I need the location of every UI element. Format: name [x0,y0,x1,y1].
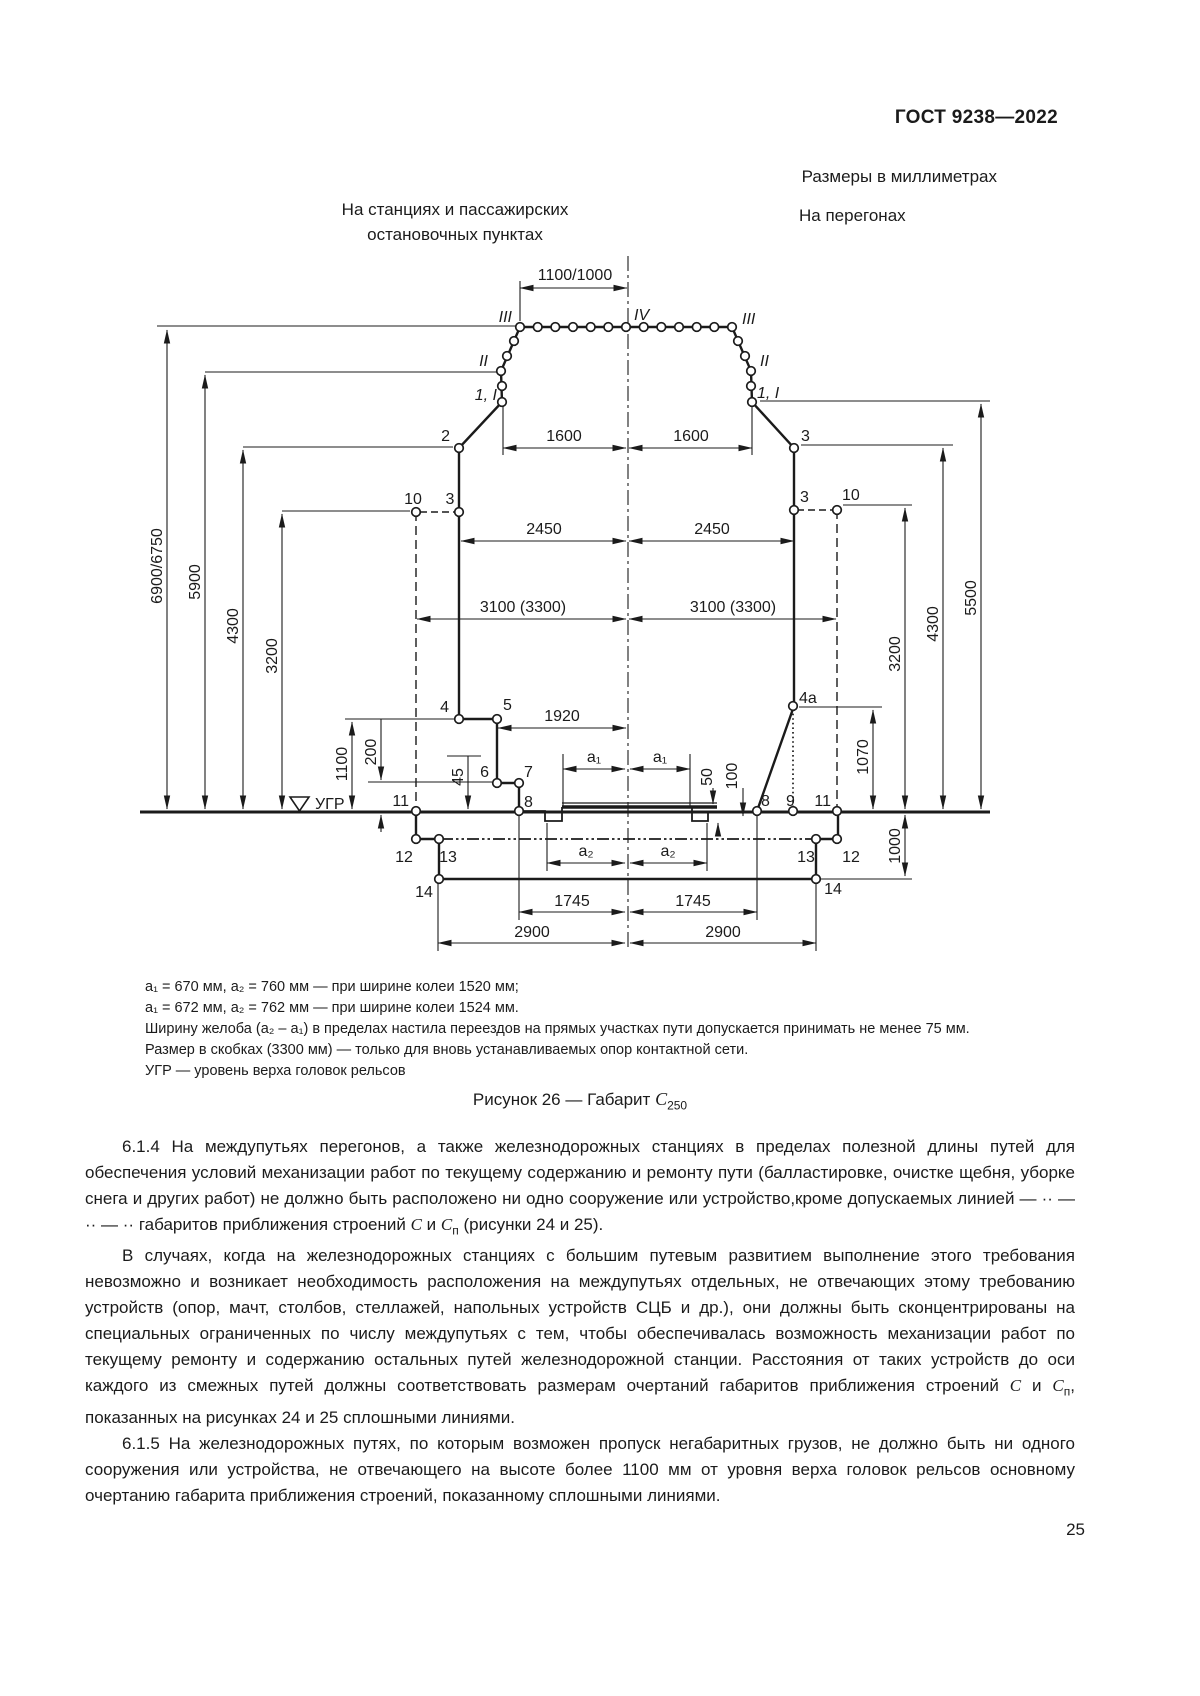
point-label: III [498,309,512,326]
figure-caption-subscript: 250 [667,1098,688,1113]
dashed-outline-lines [416,510,837,839]
rail-level-marker [290,797,309,811]
footnote-line: УГР — уровень верха головок рельсов [145,1063,406,1079]
vertex-circles [412,323,842,884]
point-label: 12 [842,849,860,866]
page-number: 25 [1066,1520,1085,1539]
point-label: 2 [441,428,450,445]
dim-label: 1745 [675,893,711,910]
point-label: 13 [797,849,815,866]
point-label: 4 [440,699,449,716]
point-label: III [742,311,756,328]
dim-label: 1100 [334,746,351,782]
point-label: 9 [786,793,795,810]
ugr-label: УГР [315,796,345,813]
dim-label: 3200 [264,638,281,674]
point-label: 6 [480,764,489,781]
dim-label: 50 [699,768,716,786]
dim-label: 2450 [526,521,562,538]
document-header: ГОСТ 9238—2022 [894,107,1058,128]
dim-label: 6900/6750 [149,528,166,604]
point-label: II [479,353,488,370]
point-label: 3 [800,489,809,506]
dim-label: 1000 [887,828,904,864]
point-label: 13 [439,849,457,866]
dim-label: a₁ [586,749,602,766]
paragraph-6-1-4: 6.1.4 На междупутьях перегонов, а также железнодорожных станциях в пределах полезной длины путей для обеспечения условий механизации работ по текущему содержанию и ремонту пути (балластировке, очистке щебня, уборке снега и других работ) не должно быть расположено ни одно сооружение или устройство,кроме допускаемых линией — ·· — ·· — ·· габаритов приближения строений C и $C_п$ (рисунки 24 и 25). [85,1137,1075,1238]
dim-label: 4300 [225,608,242,644]
dim-label: 45 [450,768,467,786]
dimension-lines [167,288,981,943]
figure-caption-text: Рисунок 26 — Габарит [472,1090,656,1109]
dim-label: 2900 [514,924,550,941]
point-label: 1, I [474,387,497,404]
figure-caption [85,1089,1075,1112]
figure-footnotes [145,977,1135,1082]
paragraph-6-1-5: 6.1.5 На железнодорожных путях, по которым возможен пропуск негабаритных грузов, не должно быть ни одного сооружения или устройства, не отвечающего на высоте более 1100 мм от уровня верха головок рельсов основному очертанию габарита приближения строений, показанному сплошными линиями. [85,1433,1075,1505]
dim-label: 5900 [187,564,204,600]
figure-caption-symbol: C [655,1089,668,1109]
point-label: 8 [761,793,770,810]
dim-label: 4300 [925,606,942,642]
dim-label: a₁ [652,749,668,766]
dim-label: 1920 [544,708,580,725]
footnote-line: a₁ = 670 мм, a₂ = 760 мм — при ширине колеи 1520 мм; [145,979,519,995]
dim-label: 1600 [546,428,582,445]
dim-label: 3100 (3300) [479,599,567,616]
point-label: II [760,353,769,370]
footnote-line: Размер в скобках (3300 мм) — только для вновь устанавливаемых опор контактной сети. [145,1042,749,1058]
dim-label: 2900 [705,924,741,941]
dim-label: 1745 [554,893,590,910]
paragraph-6-1-4-continued: В случаях, когда на железнодорожных станциях с большим путевым развитием выполнение этого требования невозможно и возникает необходимость расположения на междупутьях отдельных, не отвечающих этому требованию устройств (опор, мачт, столбов, стеллажей, напольных устройств СЦБ и др.), они должны быть сконцентрированы на специальных ограниченных по числу междупутьях с тем, чтобы обеспечивалась возможность механизации работ по текущему ремонту и содержанию остальных путей железнодорожной станции. Расстояния от таких устройств до оси каждого из смежных путей должны соответствовать размерам очертаний габаритов приближения строений C и $C_п$, показанных на рисунках 24 и 25 сплошными линиями. [85,1246,1075,1427]
column-label-open-line: На перегонах [799,206,906,225]
diagram-labels [149,267,980,941]
footnote-line: Ширину желоба (a₂ – a₁) в пределах настила переездов на прямых участках пути допускается принимать не менее 75 мм. [145,1021,970,1037]
units-note: Размеры в миллиметрах [801,167,997,186]
dim-label: 3200 [887,636,904,672]
point-label: 5 [503,697,512,714]
dim-label: a₂ [578,843,594,860]
dim-label: 100 [724,762,741,790]
point-label: 4a [799,690,817,707]
point-label: IV [634,307,650,324]
dim-label: 1600 [673,428,709,445]
point-label: 3 [801,428,810,445]
point-label: 1, I [757,385,780,402]
point-label: 10 [842,487,860,504]
point-label: 14 [824,881,842,898]
dim-label: 1070 [855,739,872,775]
dim-label: 2450 [694,521,730,538]
dim-label: 200 [363,738,380,766]
column-label-stations-line2: остановочных пунктах [367,225,543,244]
point-label: 3 [445,491,455,508]
dim-label: 5500 [963,580,980,616]
point-label: 12 [395,849,413,866]
point-label: 11 [814,793,831,810]
point-label: 10 [404,491,422,508]
body-text [85,1134,1075,1509]
point-label: 11 [392,793,409,810]
dim-label: 3100 (3300) [689,599,777,616]
column-label-stations-line1: На станциях и пассажирских [341,200,569,219]
point-label: 14 [415,884,433,901]
dim-label: a₂ [660,843,676,860]
point-label: 8 [524,794,533,811]
dim-label: 1100/1000 [537,267,613,284]
point-label: 7 [524,764,533,781]
footnote-line: a₁ = 672 мм, a₂ = 762 мм — при ширине колеи 1524 мм. [145,1000,519,1016]
